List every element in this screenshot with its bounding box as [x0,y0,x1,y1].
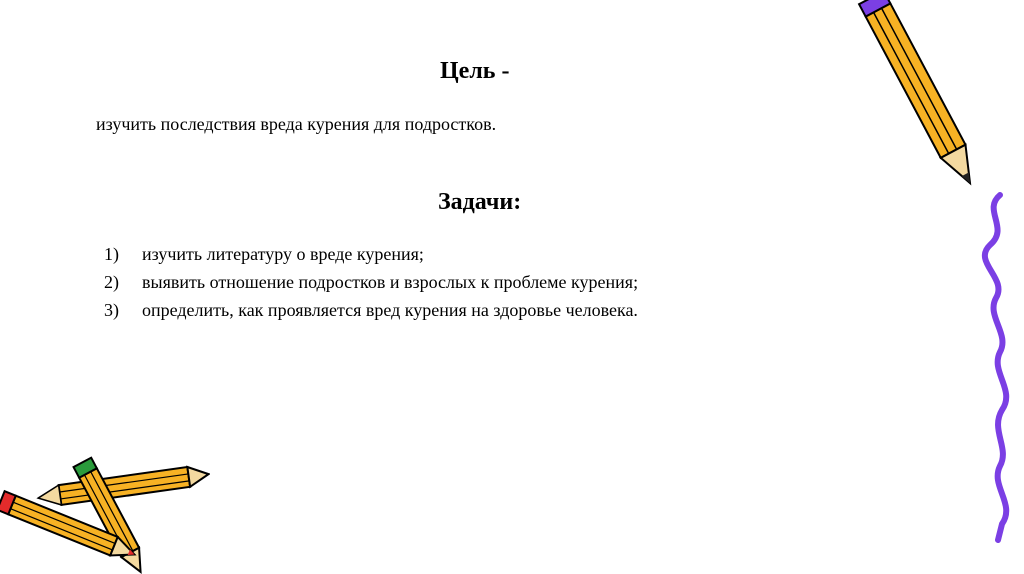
pencil-icon [859,0,982,190]
task-number: 3) [104,300,119,320]
task-item [104,240,638,268]
pencil-icon [37,464,210,508]
task-text: изучить литературу о вреде курения; [142,244,424,264]
goal-text: изучить последствия вреда курения для подростков. [96,114,497,134]
task-item [104,268,638,296]
crossed-pencils-decoration [0,455,210,574]
task-text: определить, как проявляется вред курения на здоровье человека. [142,300,638,320]
task-item [104,296,638,324]
task-number: 2) [104,272,119,292]
goal-heading: Цель - [440,58,510,84]
task-text: выявить отношение подростков и взрослых к проблеме курения; [142,272,639,292]
pencil-squiggle-decoration [850,0,1024,574]
squiggle-line [985,195,1006,540]
task-number: 1) [104,244,119,264]
tasks-heading: Задачи: [438,189,522,215]
task-list [104,240,638,324]
